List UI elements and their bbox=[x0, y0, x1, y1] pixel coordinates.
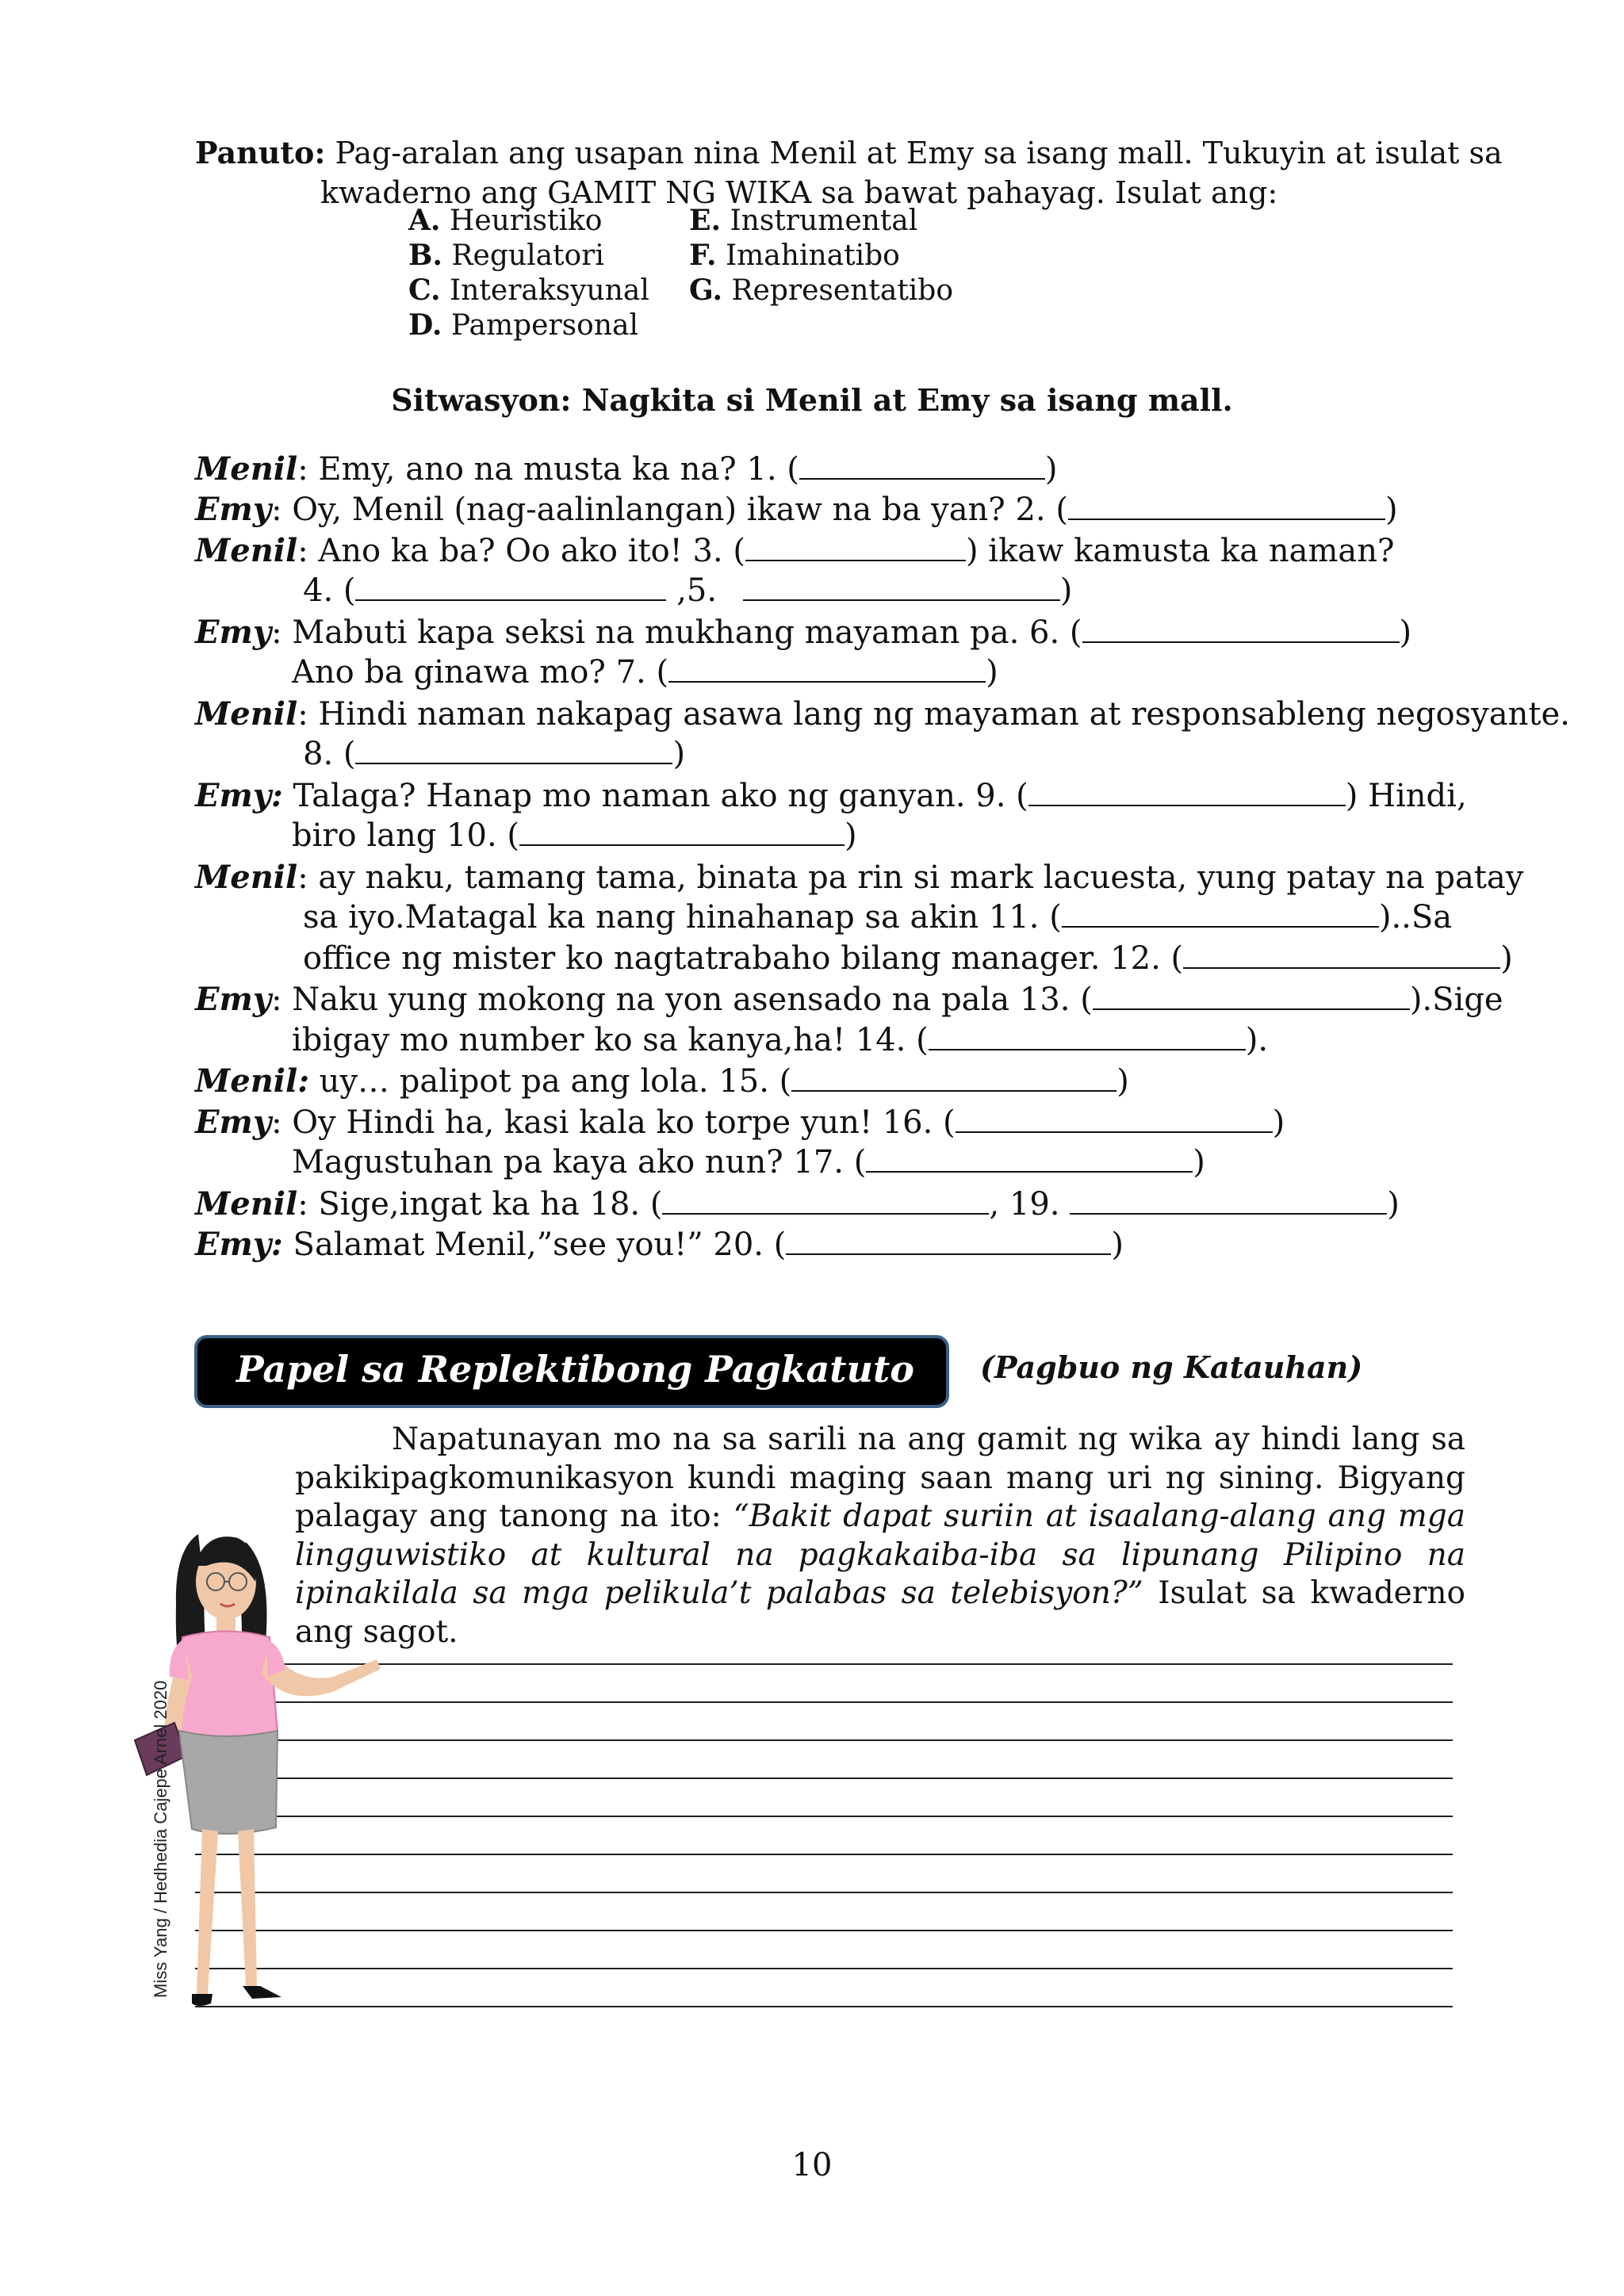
answer-blank-18[interactable] bbox=[662, 1186, 989, 1215]
dialogue-line-12: sa iyo.Matagal ka nang hinahanap sa akin 11. ( )..Sa bbox=[303, 899, 1453, 936]
dialogue-line-13: office ng mister ko nagtatrabaho bilang manager. 12. ( ) bbox=[303, 940, 1513, 977]
answer-blank-7[interactable] bbox=[668, 654, 986, 683]
option-d: D. Pampersonal bbox=[408, 308, 638, 342]
dialogue-line-10: biro lang 10. ( ) bbox=[292, 817, 857, 854]
option-g: G. Representatibo bbox=[689, 274, 954, 307]
reflection-instruction: Isulat sa kwaderno ang sagot. bbox=[295, 1575, 1466, 1650]
dialogue-line-11: Menil: ay naku, tamang tama, binata pa rin si mark lacuesta, yung patay na patay bbox=[195, 859, 1524, 896]
answer-blank-9[interactable] bbox=[1028, 778, 1346, 806]
dialogue-line-7: Menil: Hindi naman nakapag asawa lang ng mayaman at responsableng negosyante. bbox=[195, 695, 1570, 733]
dialogue-line-2: Emy: Oy, Menil (nag-aalinlangan) ikaw na ba yan? 2. ( ) bbox=[195, 491, 1398, 528]
dialogue-line-8: 8. ( ) bbox=[303, 736, 686, 772]
answer-blank-17[interactable] bbox=[866, 1144, 1193, 1173]
answer-blank-1[interactable] bbox=[799, 451, 1045, 480]
page-number: 10 bbox=[791, 2147, 833, 2183]
instructions-line-1: Pag-aralan ang usapan nina Menil at Emy sa isang mall. Tukuyin at isulat sa bbox=[335, 136, 1503, 170]
answer-blank-8[interactable] bbox=[355, 736, 672, 764]
dialogue-line-4: 4. ( ,5. ) bbox=[303, 572, 1073, 609]
answer-blank-6[interactable] bbox=[1082, 614, 1400, 643]
answer-blank-3[interactable] bbox=[745, 533, 966, 561]
option-c: C. Interaksyunal bbox=[408, 274, 649, 307]
dialogue-line-19: Menil: Sige,ingat ka ha 18. ( , 19. ) bbox=[195, 1185, 1400, 1223]
dialogue-line-16: Menil: uy… palipot pa ang lola. 15. ( ) bbox=[195, 1062, 1129, 1100]
reflection-paragraph bbox=[295, 1421, 1465, 1651]
reflection-text: Napatunayan mo na sa sarili na ang gamit ng wika ay hindi lang sa pakikipagkomunikasyon kundi maging saan mang uri ng sining. Bigyang palagay ang tanong na ito: bbox=[295, 1422, 1465, 1534]
section-title: Papel sa Replektibong Pagkatuto bbox=[236, 1348, 914, 1391]
dialogue-line-14: Emy: Naku yung mokong na yon asensado na pala 13. ( ).Sige bbox=[195, 981, 1503, 1018]
instructions-label: Panuto: bbox=[195, 135, 326, 170]
instructions bbox=[195, 133, 1503, 212]
answer-blank-15[interactable] bbox=[791, 1063, 1116, 1092]
answer-blank-13[interactable] bbox=[1093, 982, 1410, 1010]
reflection-question: “Bakit dapat suriin at isaalang-alang ang mga lingguwistiko at kultural na pagkakaiba-iba sa lipunang Pilipino na ipinakilala sa mga pelikula’t palabas sa telebisyon?” bbox=[295, 1498, 1466, 1611]
answer-blank-19[interactable] bbox=[1070, 1186, 1387, 1215]
answer-blank-12[interactable] bbox=[1183, 940, 1500, 969]
situation-heading: Sitwasyon: Nagkita si Menil at Emy sa isang mall. bbox=[391, 382, 1233, 418]
option-e: E. Instrumental bbox=[689, 204, 918, 237]
option-f: F. Imahinatibo bbox=[689, 239, 900, 272]
dialogue-line-1: Menil: Emy, ano na musta ka na? 1. ( ) bbox=[195, 450, 1058, 488]
illustration-credit: Miss Yang / Hedhedia Cajepe Arnel 2020 bbox=[151, 1680, 170, 1998]
answer-blank-5[interactable] bbox=[743, 572, 1060, 601]
answer-blank-11[interactable] bbox=[1062, 899, 1379, 928]
answer-blank-14[interactable] bbox=[929, 1022, 1246, 1050]
dialogue-line-3: Menil: Ano ka ba? Oo ako ito! 3. ( ) ikaw kamusta ka naman? bbox=[195, 532, 1395, 569]
answer-blank-20[interactable] bbox=[786, 1226, 1111, 1255]
dialogue-line-15: ibigay mo number ko sa kanya,ha! 14. ( ). bbox=[292, 1022, 1269, 1058]
answer-blank-16[interactable] bbox=[956, 1104, 1273, 1133]
dialogue-line-18: Magustuhan pa kaya ako nun? 17. ( ) bbox=[292, 1144, 1205, 1181]
answer-blank-10[interactable] bbox=[519, 817, 845, 846]
option-b: B. Regulatori bbox=[408, 239, 604, 272]
section-subtitle: (Pagbuo ng Katauhan) bbox=[980, 1349, 1363, 1385]
option-a: A. Heuristiko bbox=[408, 204, 603, 237]
answer-blank-4[interactable] bbox=[355, 572, 666, 601]
dialogue-line-20: Emy: Salamat Menil,”see you!” 20. ( ) bbox=[195, 1226, 1124, 1263]
dialogue-line-17: Emy: Oy Hindi ha, kasi kala ko torpe yun! 16. ( ) bbox=[195, 1104, 1285, 1141]
answer-blank-2[interactable] bbox=[1068, 492, 1385, 520]
dialogue-line-6: Ano ba ginawa mo? 7. ( ) bbox=[292, 654, 998, 691]
dialogue-line-9: Emy: Talaga? Hanap mo naman ako ng ganyan. 9. ( ) Hindi, bbox=[195, 777, 1467, 814]
dialogue-line-5: Emy: Mabuti kapa seksi na mukhang mayaman pa. 6. ( ) bbox=[195, 614, 1412, 651]
instructions-line-2: kwaderno ang GAMIT NG WIKA sa bawat pahayag. Isulat ang: bbox=[320, 175, 1278, 210]
